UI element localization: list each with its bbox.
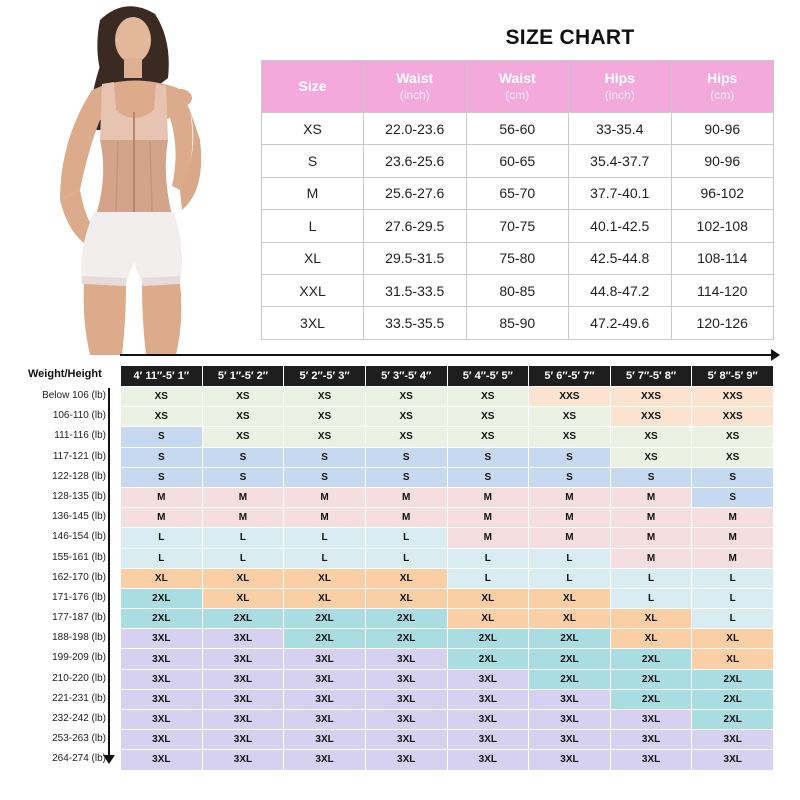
grid-cell: M bbox=[365, 508, 447, 528]
grid-cell: S bbox=[692, 467, 774, 487]
grid-cell: XL bbox=[610, 609, 692, 629]
height-header: 4′ 11″-5′ 1″ bbox=[121, 366, 203, 387]
grid-cell: 3XL bbox=[121, 689, 203, 709]
size-cell: 44.8-47.2 bbox=[569, 274, 672, 306]
grid-cell: 3XL bbox=[284, 730, 366, 750]
grid-cell: XXS bbox=[692, 387, 774, 407]
weight-height-label: Weight/Height bbox=[28, 368, 102, 380]
size-chart-title: SIZE CHART bbox=[505, 26, 635, 49]
size-cell: 3XL bbox=[262, 307, 364, 339]
grid-cell: S bbox=[610, 467, 692, 487]
grid-cell: XL bbox=[121, 568, 203, 588]
grid-row bbox=[121, 487, 774, 507]
grid-cell: L bbox=[284, 528, 366, 548]
height-header: 5′ 1″-5′ 2″ bbox=[202, 366, 284, 387]
height-header: 5′ 3″-5′ 4″ bbox=[365, 366, 447, 387]
weight-label: 117-121 (lb) bbox=[52, 450, 106, 462]
size-cell: 33-35.4 bbox=[569, 113, 672, 145]
grid-cell: 3XL bbox=[529, 689, 611, 709]
weight-label: 199-209 (lb) bbox=[52, 652, 106, 664]
weight-label: 264-274 (lb) bbox=[52, 753, 106, 765]
grid-cell: 2XL bbox=[202, 609, 284, 629]
grid-row bbox=[121, 730, 774, 750]
height-axis-arrow bbox=[120, 354, 776, 356]
grid-cell: 3XL bbox=[365, 710, 447, 730]
weight-label: 188-198 (lb) bbox=[52, 632, 106, 644]
grid-cell: XS bbox=[202, 387, 284, 407]
size-cell: 80-85 bbox=[466, 274, 569, 306]
grid-cell: 2XL bbox=[610, 689, 692, 709]
grid-cell: 3XL bbox=[610, 710, 692, 730]
grid-cell: 3XL bbox=[447, 750, 529, 770]
grid-cell: XS bbox=[610, 447, 692, 467]
weight-label: 221-231 (lb) bbox=[52, 692, 106, 704]
grid-cell: 3XL bbox=[529, 730, 611, 750]
grid-cell: S bbox=[202, 447, 284, 467]
header-unit: (cm) bbox=[505, 87, 530, 102]
grid-cell: XL bbox=[447, 588, 529, 608]
grid-row bbox=[121, 689, 774, 709]
grid-cell: 2XL bbox=[692, 669, 774, 689]
header-label: Hips bbox=[707, 69, 738, 86]
grid-cell: L bbox=[202, 528, 284, 548]
grid-cell: 3XL bbox=[529, 750, 611, 770]
header-unit: (inch) bbox=[399, 87, 430, 102]
grid-cell: XL bbox=[284, 588, 366, 608]
header-label: Size bbox=[298, 78, 327, 94]
grid-cell: 3XL bbox=[121, 669, 203, 689]
grid-row bbox=[121, 588, 774, 608]
grid-cell: 3XL bbox=[202, 689, 284, 709]
grid-cell: S bbox=[529, 447, 611, 467]
grid-cell: XL bbox=[284, 568, 366, 588]
size-chart-body bbox=[262, 113, 774, 340]
grid-cell: 3XL bbox=[202, 750, 284, 770]
grid-cell: M bbox=[610, 487, 692, 507]
grid-cell: XS bbox=[365, 427, 447, 447]
grid-cell: 2XL bbox=[447, 629, 529, 649]
grid-cell: S bbox=[121, 447, 203, 467]
size-cell: 96-102 bbox=[671, 177, 774, 209]
grid-cell: XS bbox=[529, 407, 611, 427]
size-row bbox=[262, 307, 774, 339]
weight-label: 232-242 (lb) bbox=[52, 713, 106, 724]
size-cell: 60-65 bbox=[466, 145, 569, 177]
weight-label: 253-263 (lb) bbox=[52, 733, 106, 745]
grid-cell: XL bbox=[202, 588, 284, 608]
grid-cell: L bbox=[692, 609, 774, 629]
grid-cell: XS bbox=[529, 427, 611, 447]
grid-cell: L bbox=[447, 548, 529, 568]
grid-cell: 3XL bbox=[202, 730, 284, 750]
grid-cell: 3XL bbox=[447, 710, 529, 730]
grid-cell: 2XL bbox=[692, 710, 774, 730]
height-header: 5′ 6″-5′ 7″ bbox=[529, 366, 611, 387]
size-cell: 22.0-23.6 bbox=[364, 113, 467, 145]
grid-cell: S bbox=[447, 447, 529, 467]
grid-cell: 2XL bbox=[529, 669, 611, 689]
grid-cell: 2XL bbox=[447, 649, 529, 669]
grid-cell: L bbox=[692, 588, 774, 608]
model-photo bbox=[30, 0, 230, 355]
weight-label: 171-176 (lb) bbox=[52, 591, 106, 603]
grid-cell: S bbox=[529, 467, 611, 487]
grid-cell: 2XL bbox=[121, 609, 203, 629]
grid-row bbox=[121, 629, 774, 649]
grid-cell: XS bbox=[692, 427, 774, 447]
grid-cell: 3XL bbox=[692, 730, 774, 750]
grid-cell: S bbox=[121, 467, 203, 487]
grid-cell: S bbox=[365, 467, 447, 487]
grid-cell: L bbox=[121, 528, 203, 548]
grid-row bbox=[121, 568, 774, 588]
grid-cell: XS bbox=[121, 407, 203, 427]
grid-cell: L bbox=[365, 528, 447, 548]
weight-label: 122-128 (lb) bbox=[52, 470, 106, 482]
grid-cell: XL bbox=[610, 629, 692, 649]
grid-cell: S bbox=[121, 427, 203, 447]
grid-cell: M bbox=[692, 528, 774, 548]
height-header: 5′ 7″-5′ 8″ bbox=[610, 366, 692, 387]
size-cell: 23.6-25.6 bbox=[364, 145, 467, 177]
weight-label: 106-110 (lb) bbox=[52, 410, 106, 422]
header-label: Waist bbox=[396, 69, 434, 86]
grid-cell: 3XL bbox=[365, 669, 447, 689]
grid-cell: 3XL bbox=[121, 629, 203, 649]
header-unit: (inch) bbox=[604, 87, 635, 102]
grid-cell: XS bbox=[284, 387, 366, 407]
grid-cell: 3XL bbox=[284, 669, 366, 689]
grid-cell: XL bbox=[529, 588, 611, 608]
grid-row bbox=[121, 548, 774, 568]
grid-cell: 3XL bbox=[202, 669, 284, 689]
weight-label: 128-135 (lb) bbox=[52, 490, 106, 502]
size-row bbox=[262, 242, 774, 274]
grid-cell: XL bbox=[692, 629, 774, 649]
grid-cell: 2XL bbox=[610, 669, 692, 689]
height-header: 5′ 4″-5′ 5″ bbox=[447, 366, 529, 387]
size-cell: 114-120 bbox=[671, 274, 774, 306]
grid-cell: M bbox=[447, 528, 529, 548]
grid-cell: 3XL bbox=[365, 730, 447, 750]
size-cell: 35.4-37.7 bbox=[569, 145, 672, 177]
grid-cell: L bbox=[365, 548, 447, 568]
grid-cell: L bbox=[610, 568, 692, 588]
weight-label: 136-145 (lb) bbox=[52, 511, 106, 523]
height-header-row bbox=[121, 366, 774, 387]
grid-cell: 3XL bbox=[121, 730, 203, 750]
grid-cell: 3XL bbox=[529, 710, 611, 730]
grid-cell: 3XL bbox=[284, 710, 366, 730]
grid-cell: XS bbox=[692, 447, 774, 467]
size-row bbox=[262, 145, 774, 177]
grid-cell: L bbox=[692, 568, 774, 588]
grid-cell: 2XL bbox=[610, 649, 692, 669]
grid-cell: XS bbox=[610, 427, 692, 447]
grid-cell: 2XL bbox=[692, 689, 774, 709]
grid-cell: M bbox=[447, 508, 529, 528]
grid-cell: 3XL bbox=[365, 750, 447, 770]
size-cell: 42.5-44.8 bbox=[569, 242, 672, 274]
header-unit: (cm) bbox=[710, 87, 735, 102]
grid-cell: XS bbox=[447, 387, 529, 407]
grid-cell: 2XL bbox=[284, 629, 366, 649]
size-cell: S bbox=[262, 145, 364, 177]
size-row bbox=[262, 177, 774, 209]
grid-cell: XS bbox=[121, 387, 203, 407]
size-row bbox=[262, 113, 774, 145]
grid-cell: M bbox=[692, 548, 774, 568]
grid-cell: M bbox=[610, 548, 692, 568]
grid-cell: 3XL bbox=[610, 730, 692, 750]
grid-cell: XL bbox=[692, 649, 774, 669]
grid-cell: XXS bbox=[610, 407, 692, 427]
grid-cell: 3XL bbox=[202, 629, 284, 649]
grid-cell: XXS bbox=[610, 387, 692, 407]
grid-cell: M bbox=[202, 487, 284, 507]
header-waist-cm bbox=[466, 61, 569, 113]
header-hips-inch bbox=[569, 61, 672, 113]
grid-cell: 3XL bbox=[121, 649, 203, 669]
grid-cell: 3XL bbox=[447, 730, 529, 750]
grid-cell: XS bbox=[447, 407, 529, 427]
grid-cell: 3XL bbox=[610, 750, 692, 770]
grid-row bbox=[121, 387, 774, 407]
grid-row bbox=[121, 669, 774, 689]
grid-cell: XL bbox=[447, 609, 529, 629]
size-cell: XXL bbox=[262, 274, 364, 306]
grid-cell: S bbox=[692, 487, 774, 507]
grid-row bbox=[121, 710, 774, 730]
header-size bbox=[262, 61, 364, 113]
grid-cell: 2XL bbox=[529, 629, 611, 649]
size-cell: 27.6-29.5 bbox=[364, 210, 467, 242]
weight-label: 111-116 (lb) bbox=[54, 430, 106, 442]
grid-cell: L bbox=[529, 548, 611, 568]
grid-cell: 2XL bbox=[365, 629, 447, 649]
grid-cell: M bbox=[365, 487, 447, 507]
grid-cell: XXS bbox=[692, 407, 774, 427]
size-cell: 75-80 bbox=[466, 242, 569, 274]
grid-cell: XS bbox=[202, 407, 284, 427]
grid-cell: 3XL bbox=[284, 649, 366, 669]
grid-cell: S bbox=[202, 467, 284, 487]
grid-row bbox=[121, 467, 774, 487]
size-cell: 85-90 bbox=[466, 307, 569, 339]
weight-axis-arrow bbox=[108, 388, 110, 760]
grid-cell: 2XL bbox=[284, 609, 366, 629]
grid-row bbox=[121, 407, 774, 427]
grid-row bbox=[121, 508, 774, 528]
size-cell: 120-126 bbox=[671, 307, 774, 339]
grid-cell: 2XL bbox=[121, 588, 203, 608]
weight-height-grid bbox=[120, 365, 774, 771]
grid-cell: 3XL bbox=[202, 710, 284, 730]
grid-row bbox=[121, 609, 774, 629]
grid-row bbox=[121, 427, 774, 447]
grid-row bbox=[121, 447, 774, 467]
weight-height-body bbox=[121, 387, 774, 771]
grid-cell: 3XL bbox=[692, 750, 774, 770]
grid-cell: XS bbox=[284, 427, 366, 447]
grid-cell: S bbox=[365, 447, 447, 467]
size-cell: 65-70 bbox=[466, 177, 569, 209]
size-cell: L bbox=[262, 210, 364, 242]
grid-cell: M bbox=[529, 508, 611, 528]
grid-cell: M bbox=[284, 487, 366, 507]
grid-cell: XS bbox=[447, 427, 529, 447]
grid-cell: XS bbox=[365, 407, 447, 427]
grid-cell: S bbox=[284, 447, 366, 467]
grid-cell: L bbox=[447, 568, 529, 588]
grid-cell: XL bbox=[529, 609, 611, 629]
grid-cell: M bbox=[202, 508, 284, 528]
grid-cell: M bbox=[447, 487, 529, 507]
grid-cell: S bbox=[284, 467, 366, 487]
grid-cell: L bbox=[529, 568, 611, 588]
size-cell: 37.7-40.1 bbox=[569, 177, 672, 209]
grid-cell: L bbox=[610, 588, 692, 608]
size-cell: 70-75 bbox=[466, 210, 569, 242]
grid-row bbox=[121, 750, 774, 770]
grid-cell: 3XL bbox=[365, 689, 447, 709]
size-row bbox=[262, 210, 774, 242]
size-cell: 56-60 bbox=[466, 113, 569, 145]
weight-label: Below 106 (lb) bbox=[42, 390, 106, 401]
weight-label: 210-220 (lb) bbox=[52, 672, 106, 684]
size-cell: 90-96 bbox=[671, 113, 774, 145]
grid-cell: XL bbox=[365, 568, 447, 588]
height-header: 5′ 8″-5′ 9″ bbox=[692, 366, 774, 387]
weight-label: 155-161 (lb) bbox=[52, 551, 106, 563]
grid-cell: 3XL bbox=[447, 669, 529, 689]
size-cell: 31.5-33.5 bbox=[364, 274, 467, 306]
weight-label: 177-187 (lb) bbox=[52, 612, 106, 624]
size-cell: 102-108 bbox=[671, 210, 774, 242]
grid-cell: M bbox=[284, 508, 366, 528]
header-hips-cm bbox=[671, 61, 774, 113]
grid-cell: 3XL bbox=[202, 649, 284, 669]
grid-cell: 3XL bbox=[121, 750, 203, 770]
grid-cell: XS bbox=[202, 427, 284, 447]
grid-cell: L bbox=[121, 548, 203, 568]
size-cell: XL bbox=[262, 242, 364, 274]
grid-cell: 2XL bbox=[529, 649, 611, 669]
size-cell: 47.2-49.6 bbox=[569, 307, 672, 339]
grid-cell: 3XL bbox=[447, 689, 529, 709]
size-cell: 40.1-42.5 bbox=[569, 210, 672, 242]
grid-cell: M bbox=[121, 487, 203, 507]
size-chart-table bbox=[261, 60, 774, 340]
grid-cell: 3XL bbox=[365, 649, 447, 669]
size-cell: 29.5-31.5 bbox=[364, 242, 467, 274]
grid-cell: XXS bbox=[529, 387, 611, 407]
grid-cell: M bbox=[121, 508, 203, 528]
size-cell: XS bbox=[262, 113, 364, 145]
grid-row bbox=[121, 649, 774, 669]
grid-cell: 2XL bbox=[365, 609, 447, 629]
height-header: 5′ 2″-5′ 3″ bbox=[284, 366, 366, 387]
size-cell: 33.5-35.5 bbox=[364, 307, 467, 339]
grid-cell: L bbox=[202, 548, 284, 568]
grid-cell: 3XL bbox=[121, 710, 203, 730]
header-waist-inch bbox=[364, 61, 467, 113]
size-cell: 25.6-27.6 bbox=[364, 177, 467, 209]
grid-cell: XS bbox=[284, 407, 366, 427]
grid-cell: M bbox=[610, 528, 692, 548]
grid-cell: XL bbox=[365, 588, 447, 608]
header-label: Hips bbox=[604, 69, 635, 86]
grid-cell: XS bbox=[365, 387, 447, 407]
grid-cell: M bbox=[529, 528, 611, 548]
grid-cell: S bbox=[447, 467, 529, 487]
header-label: Waist bbox=[498, 69, 536, 86]
weight-label: 146-154 (lb) bbox=[52, 531, 106, 543]
grid-row bbox=[121, 528, 774, 548]
grid-cell: 3XL bbox=[284, 750, 366, 770]
weight-label: 162-170 (lb) bbox=[52, 571, 106, 583]
grid-cell: L bbox=[284, 548, 366, 568]
weight-labels bbox=[10, 386, 106, 770]
grid-cell: XL bbox=[202, 568, 284, 588]
size-cell: 108-114 bbox=[671, 242, 774, 274]
grid-cell: 3XL bbox=[284, 689, 366, 709]
size-cell: 90-96 bbox=[671, 145, 774, 177]
size-chart-header-row bbox=[262, 61, 774, 113]
size-row bbox=[262, 274, 774, 306]
grid-cell: M bbox=[692, 508, 774, 528]
size-cell: M bbox=[262, 177, 364, 209]
grid-cell: M bbox=[610, 508, 692, 528]
grid-cell: M bbox=[529, 487, 611, 507]
